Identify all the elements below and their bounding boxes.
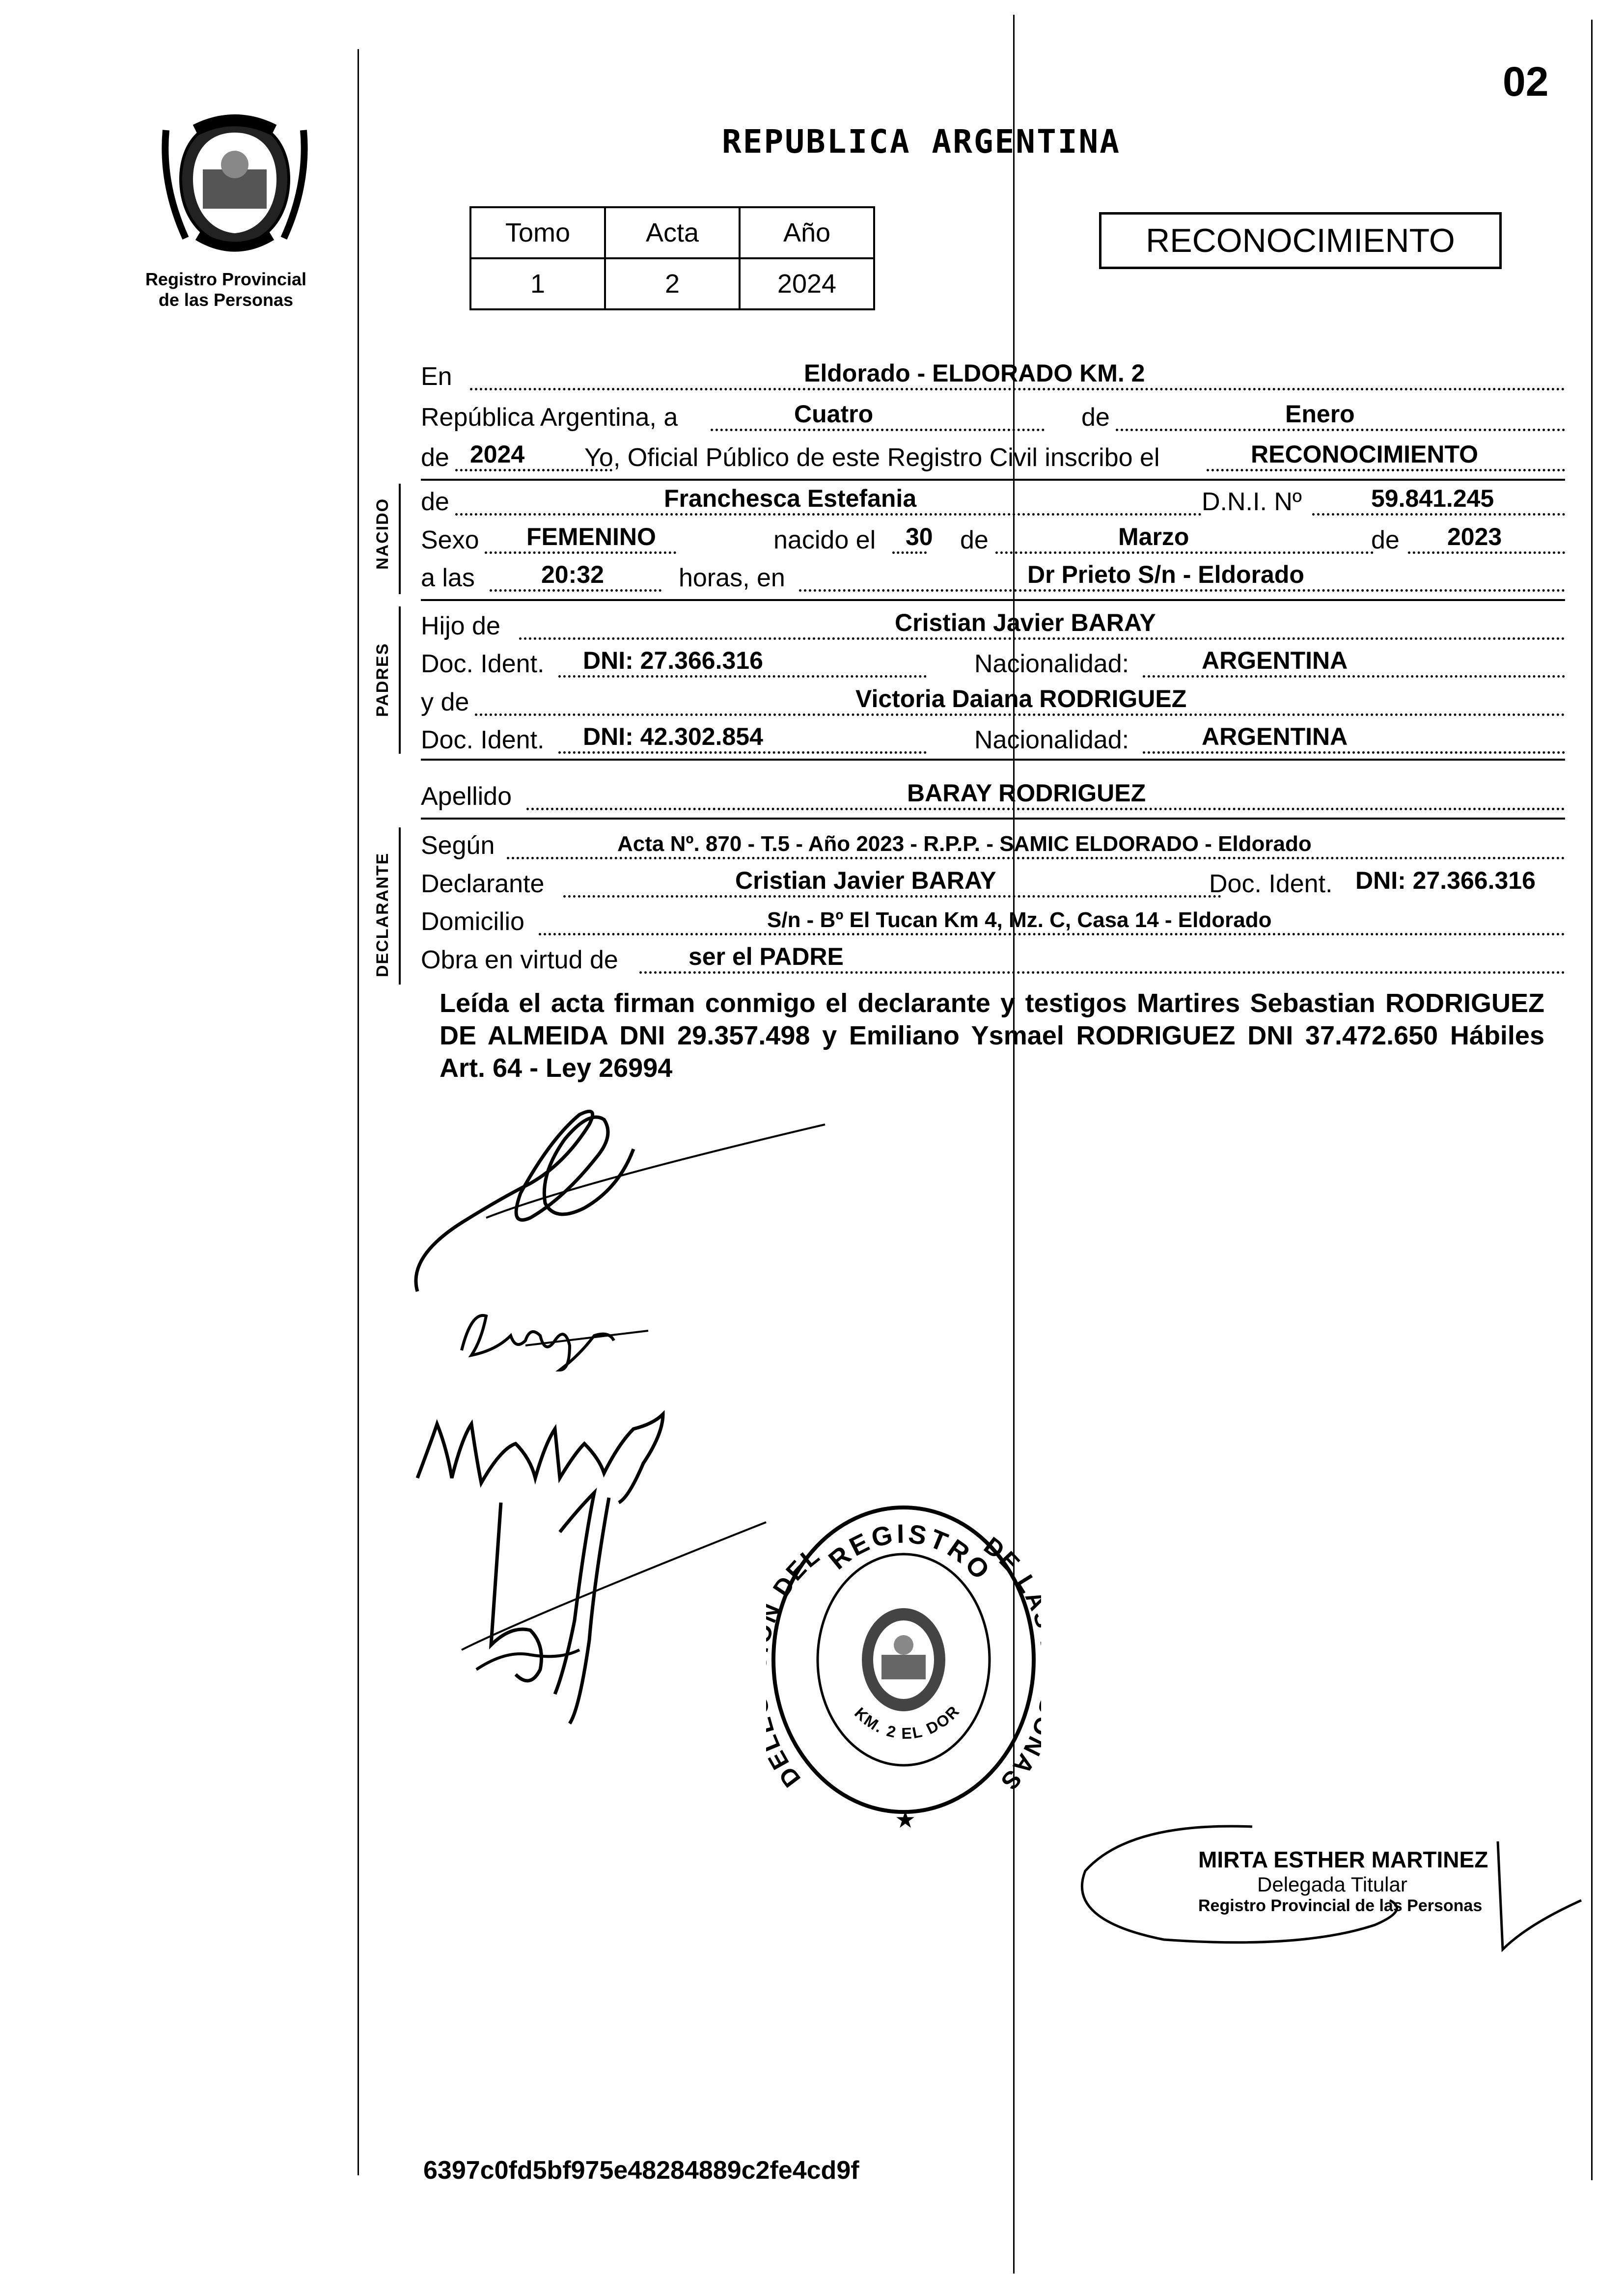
value-segun: Acta Nº. 870 - T.5 - Año 2023 - R.P.P. - SAMIC ELDORADO - Eldorado <box>617 832 1312 856</box>
fold-line <box>1013 15 1015 2274</box>
official-registry: Registro Provincial de las Personas <box>1198 1896 1483 1915</box>
section-separator <box>421 599 1565 601</box>
declarante-side-bar <box>399 827 401 985</box>
label-en: En <box>421 362 452 391</box>
dotted-line <box>1312 513 1565 516</box>
dotted-line <box>558 675 927 678</box>
signature-witness-1 <box>452 1296 658 1375</box>
province-seal <box>156 110 313 258</box>
dotted-line <box>539 933 1565 935</box>
value-lugar: Eldorado - ELDORADO KM. 2 <box>804 359 1145 387</box>
label-declarante: Declarante <box>421 870 545 898</box>
dotted-line <box>470 388 1565 390</box>
value-lugar-nac: Dr Prieto S/n - Eldorado <box>1027 561 1304 588</box>
dotted-line <box>995 551 1374 554</box>
row-oficial <box>421 442 1565 473</box>
value-dni-madre: DNI: 42.302.854 <box>583 723 763 750</box>
label-oficial: Yo, Oficial Público de este Registro Civil inscribo el <box>584 443 1160 472</box>
official-block <box>1198 1846 1488 1916</box>
document-hash: 6397c0fd5bf975e48284889c2fe4cd9f <box>423 2156 859 2185</box>
stamp-star-icon: ★ <box>895 1806 916 1834</box>
section-separator <box>421 479 1565 481</box>
nacido-side-bar <box>399 484 401 594</box>
official-title: Delegada Titular <box>1257 1873 1407 1896</box>
dotted-line <box>519 637 1565 640</box>
value-declarante: Cristian Javier BARAY <box>735 867 996 894</box>
label-nacionalidad-madre: Nacionalidad: <box>974 726 1129 754</box>
label-dni: D.N.I. Nº <box>1202 488 1302 516</box>
label-de-mes: de <box>960 526 989 554</box>
label-y-de: y de <box>421 688 469 716</box>
acta-value: 2 <box>605 258 740 309</box>
dotted-line <box>526 808 1565 810</box>
label-hijo-de: Hijo de <box>421 612 500 640</box>
row-doc-madre <box>421 724 1565 756</box>
act-type-box: RECONOCIMIENTO <box>1099 212 1502 269</box>
row-madre <box>421 686 1565 718</box>
tomo-value: 1 <box>470 258 605 309</box>
value-anio: 2024 <box>470 440 525 468</box>
label-apellido: Apellido <box>421 782 512 811</box>
label-a-las: a las <box>421 564 475 592</box>
value-padre: Cristian Javier BARAY <box>895 609 1156 636</box>
padres-side-label: PADRES <box>373 642 392 717</box>
label-obra: Obra en virtud de <box>421 946 618 974</box>
dotted-line <box>711 429 1045 431</box>
row-doc-padre <box>421 648 1565 680</box>
dotted-line <box>563 895 1221 898</box>
label-domicilio: Domicilio <box>421 907 524 936</box>
dotted-line <box>558 751 927 754</box>
label-republica: República Argentina, a <box>421 403 678 432</box>
label-nacionalidad: Nacionalidad: <box>974 650 1129 678</box>
dotted-line <box>485 551 676 554</box>
stamp-top-text: REGISTRO <box>823 1519 997 1588</box>
value-dia-nac: 30 <box>906 523 933 550</box>
value-dni-nacido: 59.841.245 <box>1371 485 1494 512</box>
value-obra: ser el PADRE <box>688 943 844 970</box>
document-title: REPUBLICA ARGENTINA <box>722 123 1121 161</box>
row-en <box>421 361 1565 392</box>
label-sexo: Sexo <box>421 526 479 554</box>
value-madre: Victoria Daiana RODRIGUEZ <box>855 685 1187 712</box>
label-horas-en: horas, en <box>679 564 785 592</box>
dotted-line <box>1408 551 1565 554</box>
row-fecha <box>421 402 1565 433</box>
value-apellido: BARAY RODRIGUEZ <box>907 779 1146 807</box>
row-sexo <box>421 524 1565 556</box>
value-mes-nac: Marzo <box>1118 523 1189 550</box>
label-doc-ident-declarante: Doc. Ident. <box>1209 870 1333 898</box>
registry-label <box>138 269 314 310</box>
right-margin-line <box>1591 20 1593 2180</box>
value-dni-declarante: DNI: 27.366.316 <box>1355 867 1536 894</box>
value-tipo: RECONOCIMIENTO <box>1251 440 1478 468</box>
label-de-mes-acta: de <box>1081 403 1110 432</box>
dotted-line <box>475 713 1565 716</box>
dotted-line <box>1116 429 1565 431</box>
left-margin-line <box>358 49 359 2175</box>
row-obra <box>421 944 1565 976</box>
padres-side-bar <box>399 606 401 754</box>
tomo-header: Tomo <box>470 207 605 258</box>
row-apellido <box>421 781 1565 812</box>
dotted-line <box>490 589 661 592</box>
row-segun <box>421 830 1565 861</box>
value-sexo: FEMENINO <box>526 523 656 550</box>
dotted-line <box>639 971 1565 974</box>
value-domicilio: S/n - Bº El Tucan Km 4, Mz. C, Casa 14 - Eldorado <box>767 908 1272 932</box>
row-hora <box>421 562 1565 594</box>
stamp-left-text: D DEL <box>767 1540 826 1793</box>
signature-witness-3 <box>432 1483 776 1738</box>
declarante-side-label: DECLARANTE <box>373 852 392 977</box>
value-anio-nac: 2023 <box>1447 523 1502 550</box>
value-mes: Enero <box>1285 400 1355 428</box>
label-nacido-el: nacido el <box>773 526 876 554</box>
label-doc-ident: Doc. Ident. <box>421 650 545 678</box>
label-de-anio-acta: de <box>421 443 449 472</box>
dotted-line <box>892 551 927 554</box>
dotted-line <box>1207 469 1565 471</box>
value-dia: Cuatro <box>794 400 874 428</box>
dotted-line <box>507 857 1565 859</box>
official-name: MIRTA ESTHER MARTINEZ <box>1198 1847 1488 1872</box>
value-hora: 20:32 <box>541 561 604 588</box>
page-number: 02 <box>1503 58 1549 105</box>
value-nombre: Franchesca Estefania <box>664 485 917 512</box>
label-de-anio: de <box>1371 526 1400 554</box>
registry-label-line1: Registro Provincial <box>145 269 307 289</box>
row-padre <box>421 610 1565 642</box>
dotted-line <box>1143 751 1565 754</box>
row-nombre <box>421 486 1565 518</box>
dotted-line <box>1143 675 1565 678</box>
label-segun: Según <box>421 831 495 860</box>
tomo-acta-table <box>469 206 875 310</box>
label-doc-ident-madre: Doc. Ident. <box>421 726 545 754</box>
dotted-line <box>455 513 1202 516</box>
acta-header: Acta <box>605 207 740 258</box>
stamp-bottom-text: KM. 2 EL DOR <box>851 1701 963 1743</box>
registry-label-line2: de las Personas <box>158 290 294 310</box>
value-dni-padre: DNI: 27.366.316 <box>583 647 763 674</box>
signature-declarante <box>403 1095 845 1316</box>
section-separator <box>421 759 1565 761</box>
row-declarante <box>421 868 1565 900</box>
anio-value: 2024 <box>740 258 874 309</box>
nacido-side-label: NACIDO <box>373 497 392 570</box>
section-separator <box>421 818 1565 820</box>
value-nac-padre: ARGENTINA <box>1202 647 1348 674</box>
row-domicilio <box>421 906 1565 937</box>
stamp-right-text: DE L AS <box>979 1532 1041 1797</box>
delegation-stamp <box>766 1498 1041 1841</box>
value-nac-madre: ARGENTINA <box>1202 723 1348 750</box>
label-de-nombre: de <box>421 488 449 516</box>
anio-header: Año <box>740 207 874 258</box>
dotted-line <box>799 589 1565 592</box>
closing-statement: Leída el acta firman conmigo el declarante y testigos Martires Sebastian RODRIGUEZ DE ALMEIDA DNI 29.357.498 y Emiliano Ysmael RODRIGUEZ DNI 37.472.650 Hábiles Art. 64 - Ley 26994 <box>440 988 1544 1083</box>
